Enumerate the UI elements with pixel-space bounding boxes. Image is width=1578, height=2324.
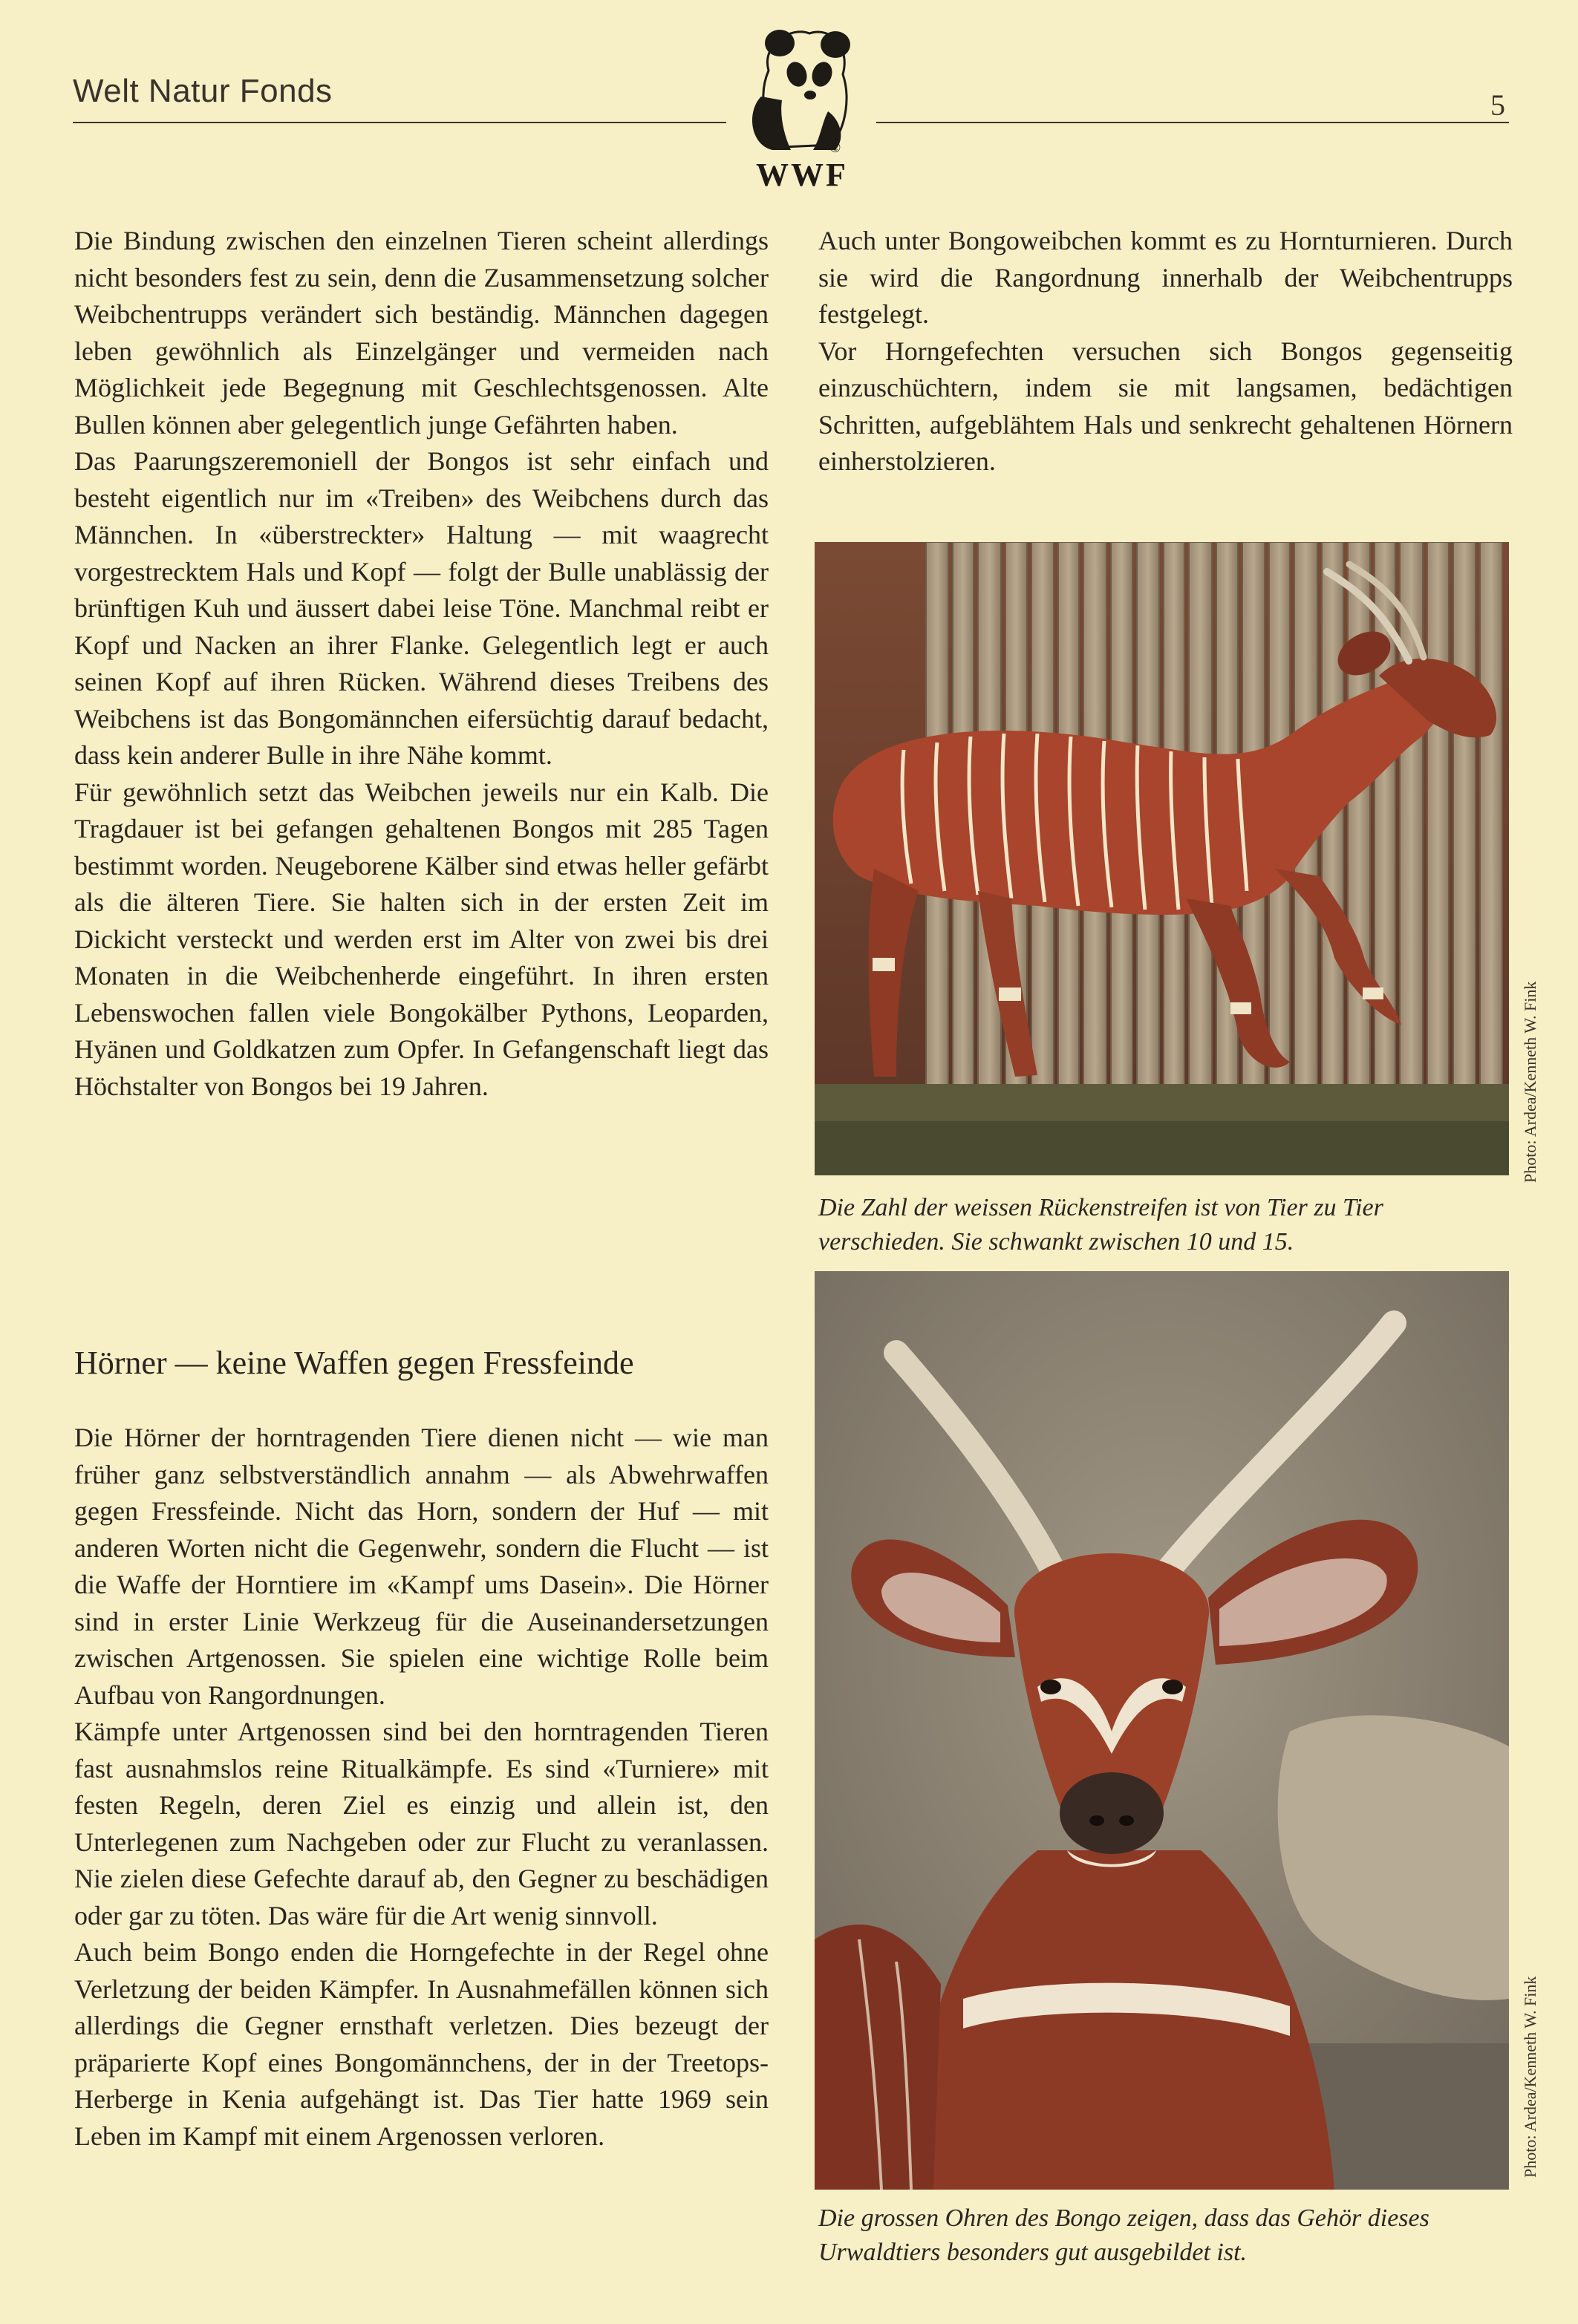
paragraph: Die Bindung zwischen den einzelnen Tieren scheint allerdings nicht besonders fest zu sein, denn die Zusammensetzung solcher Weibchentrupps verändert sich beständig. Männchen dagegen leben gewöhnlich als Einzelgänger und vermeiden nach Möglichkeit jede Begegnung mit Geschlechtsgenossen. Alte Bullen können aber gelegentlich junge Gefährten haben. (74, 226, 769, 440)
right-column-top (818, 223, 1513, 480)
publisher-title: Welt Natur Fonds (73, 73, 333, 109)
photo-caption: Die Zahl der weissen Rückenstreifen ist von Tier zu Tier verschieden. Sie schwankt zwischen 10 und 15. (818, 1194, 1383, 1256)
wwf-logo (739, 15, 865, 193)
paragraph: Vor Horngefechten versuchen sich Bongos gegenseitig einzuschüchtern, indem sie mit langsamen, bedächtigen Schritten, aufgeblähtem Hals und senkrecht gehaltenen Hörnern einherstolzieren. (818, 336, 1513, 476)
bongo-walking-illustration (815, 542, 1509, 1175)
wwf-wordmark: WWF (756, 157, 848, 193)
paragraph: Auch beim Bongo enden die Horngefechte in der Regel ohne Verletzung der beiden Kämpfer. In Ausnahmefällen können sich allerdings die Gegner ernsthaft verletzen. Dies bezeugt der präparierte Kopf eines Bongomännchens, der in der Treetops-Herberge in Kenia aufgehängt ist. Das Tier hatte 1969 sein Leben im Kampf mit einem Argenossen verloren. (74, 1937, 769, 2151)
paragraph: Kämpfe unter Artgenossen sind bei den horntragenden Tieren fast ausnahmslos reine Ritualkämpfe. Es sind «Turniere» mit festen Regeln, deren Ziel es einzig und allein ist, den Unterlegenen zum Nachgeben oder zur Flucht zu veranlassen. Nie zielen diese Gefechte darauf ab, den Gegner zu beschädigen oder gar zu töten. Das wäre für die Art wenig sinnvoll. (74, 1717, 769, 1930)
paragraph: Das Paarungszeremoniell der Bongos ist sehr einfach und besteht eigentlich nur im «Treiben» des Weibchens durch das Männchen. In «überstreckter» Haltung — mit waagrecht vorgestrecktem Hals und Kopf — folgt der Bulle unablässig der brünftigen Kuh und äussert dabei leise Töne. Manchmal reibt er Kopf und Nacken an ihrer Flanke. Gelegentlich legt er auch seinen Kopf auf ihren Rücken. Während dieses Treibens des Weibchens ist das Bongomännchen eifersüchtig darauf bedacht, dass kein anderer Bulle in ihre Nähe kommt. (74, 446, 769, 770)
header-rule-left (73, 122, 726, 123)
photo-bongo-portrait (815, 1271, 1509, 2190)
photo-caption: Die grossen Ohren des Bongo zeigen, dass das Gehör dieses Urwaldtiers besonders gut ausgebildet ist. (818, 2204, 1429, 2266)
photo-bongo-walking (815, 542, 1509, 1175)
panda-icon (739, 15, 865, 156)
section-heading: Hörner — keine Waffen gegen Fressfeinde (74, 1345, 634, 1381)
paragraph: Auch unter Bongoweibchen kommt es zu Hornturnieren. Durch sie wird die Rangordnung innerhalb der Weibchentrupps festgelegt. (818, 226, 1513, 329)
left-column-top (74, 223, 769, 1105)
bongo-portrait-illustration (815, 1271, 1509, 2190)
header-rule-right (876, 122, 1509, 123)
copyright-mark: © (829, 140, 841, 156)
photo-credit: Photo: Ardea/Kenneth W. Fink (1521, 1976, 1539, 2178)
page-number: 5 (1490, 88, 1505, 122)
left-column-bottom (74, 1420, 769, 2155)
paragraph: Für gewöhnlich setzt das Weibchen jeweils nur ein Kalb. Die Tragdauer ist bei gefangen gehaltenen Bongos mit 285 Tagen bestimmt worden. Neugeborene Kälber sind etwas heller gefärbt als die älteren Tiere. Sie halten sich in der ersten Zeit im Dickicht versteckt und werden erst im Alter von zwei bis drei Monaten in die Weibchenherde eingeführt. In ihren ersten Lebenswochen fallen viele Bongokälber Pythons, Leoparden, Hyänen und Goldkatzen zum Opfer. In Gefangenschaft liegt das Höchstalter von Bongos bei 19 Jahren. (74, 777, 769, 1101)
paragraph: Die Hörner der horntragenden Tiere dienen nicht — wie man früher ganz selbstverständlich annahm — als Abwehrwaffen gegen Fressfeinde. Nicht das Horn, sondern der Huf — mit anderen Worten nicht die Gegenwehr, sondern die Flucht — ist die Waffe der Horntiere im «Kampf ums Dasein». Die Hörner sind in erster Linie Werkzeug für die Auseinandersetzungen zwischen Artgenossen. Sie spielen eine wichtige Rolle beim Aufbau von Rangordnungen. (74, 1423, 769, 1710)
photo-credit: Photo: Ardea/Kenneth W. Fink (1521, 981, 1539, 1183)
